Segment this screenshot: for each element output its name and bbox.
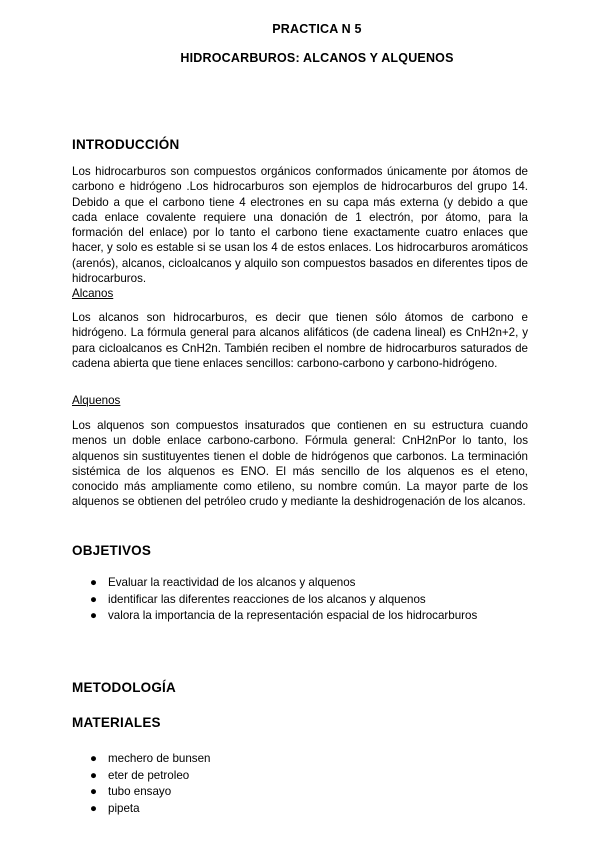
intro-heading: INTRODUCCIÓN	[72, 137, 180, 152]
list-item: ● identificar las diferentes reacciones de los alcanos y alquenos	[72, 592, 477, 609]
bullet-icon: ●	[90, 768, 98, 782]
bullet-icon: ●	[90, 576, 98, 589]
list-item: ● tubo ensayo	[72, 784, 210, 801]
alcanos-subheading: Alcanos	[72, 287, 114, 300]
bullet-icon: ●	[90, 752, 98, 765]
objetivos-heading: OBJETIVOS	[72, 543, 152, 558]
materiales-list	[72, 751, 210, 817]
bullet-icon: ●	[90, 785, 98, 798]
bullet-icon: ●	[90, 801, 98, 815]
list-item: ● valora la importancia de la representación espacial de los hidrocarburos	[72, 608, 477, 625]
list-item: ● Evaluar la reactividad de los alcanos y alquenos	[72, 575, 477, 592]
list-item: ● pipeta	[72, 801, 210, 818]
alquenos-paragraph: Los alquenos son compuestos insaturados que contienen en su estructura cuando menos un doble enlace carbono-carbono. Fórmula general: CnH2nPor lo tanto, los alquenos sin sustituyentes tienen el doble de hidrógenos que carbonos. La terminación sistémica de los alquenos es ENO. El más sencillo de los alquenos es el eteno, conocido más ampliamente como etileno, su nombre común. La mayor parte de los alquenos se obtienen del petróleo crudo y mediante la deshidrogenación de los alcanos.	[72, 419, 528, 509]
list-item: ● mechero de bunsen	[72, 751, 210, 768]
objetivos-list	[72, 575, 477, 625]
list-item: ● eter de petroleo	[72, 768, 210, 785]
bullet-icon: ●	[90, 592, 98, 606]
alcanos-paragraph: Los alcanos son hidrocarburos, es decir que tienen sólo átomos de carbono e hidrógeno. La fórmula general para alcanos alifáticos (de cadena lineal) es CnH2n+2, y para cicloalcanos es CnH2n. También reciben el nombre de hidrocarburos saturados de cadena abierta que tiene enlaces sencillos: carbono-carbono y carbono-hidrógeno.	[72, 311, 528, 370]
document-title: PRACTICA N 5	[272, 22, 362, 36]
alquenos-subheading: Alquenos	[72, 394, 121, 407]
intro-paragraph: Los hidrocarburos son compuestos orgánicos conformados únicamente por átomos de carbono e hidrógeno .Los hidrocarburos son ejemplos de hidrocarburos del grupo 14. Debido a que el carbono tiene 4 electrones en su capa más externa (y debido a que cada enlace covalente requiere una donación de 1 electrón, por átomo, para la formación del enlace) por lo tanto el carbono tiene exactamente cuatro enlaces que hacer, y solo es estable si se usan los 4 de estos enlaces. Los hidrocarburos aromáticos (arenós), alcanos, cicloalcanos y alquilo son compuestos basados en diferentes tipos de hidrocarburos.	[72, 165, 528, 286]
bullet-icon: ●	[90, 609, 98, 622]
materiales-heading: MATERIALES	[72, 715, 161, 730]
document-subtitle: HIDROCARBUROS: ALCANOS Y ALQUENOS	[180, 51, 454, 65]
metodologia-heading: METODOLOGÍA	[72, 680, 176, 695]
